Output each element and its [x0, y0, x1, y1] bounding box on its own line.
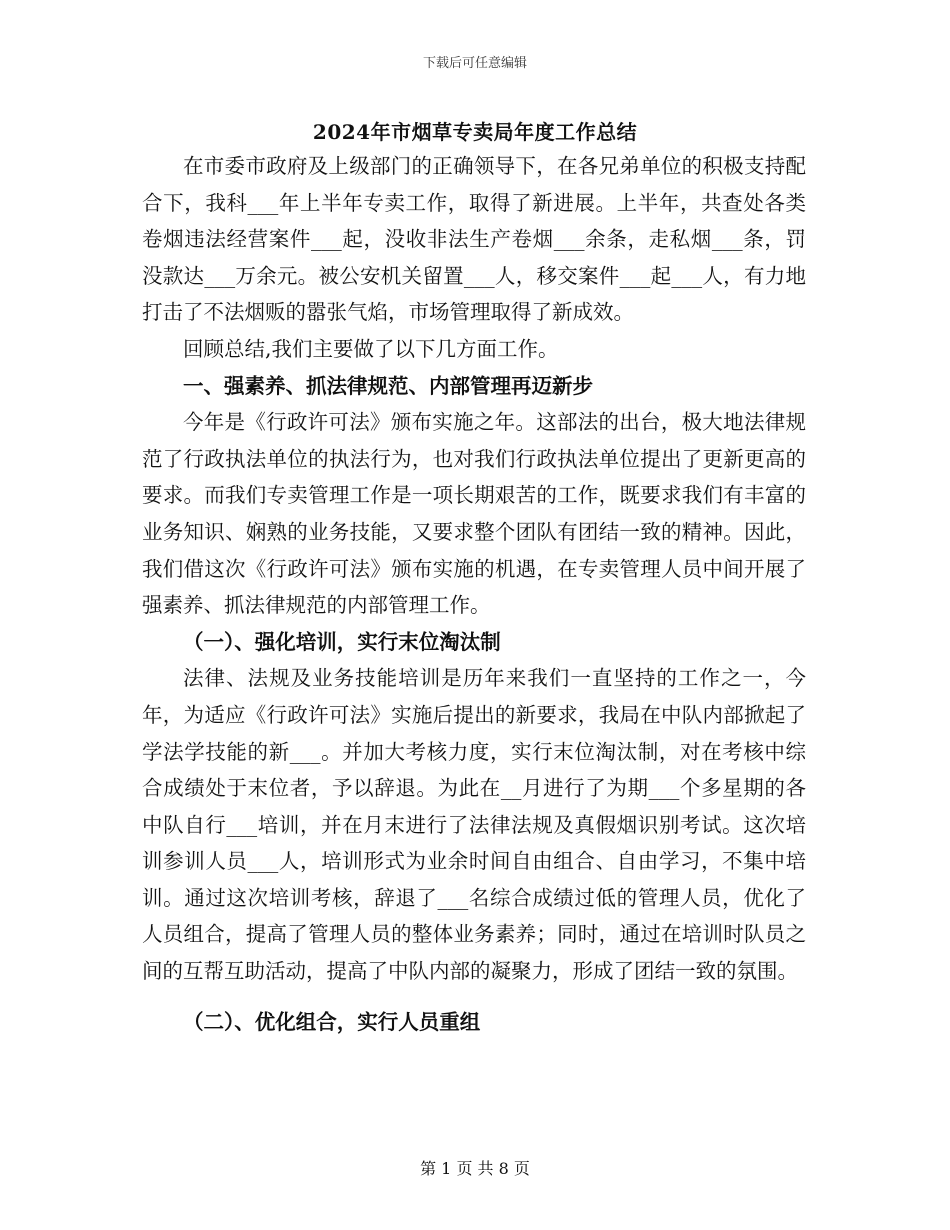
paragraph-section-1: 今年是《行政许可法》颁布实施之年。这部法的出台，极大地法律规范了行政执法单位的执法行为，也对我们行政执法单位提出了更新更高的要求。而我们专卖管理工作是一项长期艰苦的工作，既要求我们有丰富的业务知识、娴熟的业务技能，又要求整个团队有团结一致的精神。因此，我们借这次《行政许可法》颁布实施的机遇，在专卖管理人员中间开展了强素养、抓法律规范的内部管理工作。	[142, 410, 806, 618]
paragraph-intro: 在市委市政府及上级部门的正确领导下，在各兄弟单位的积极支持配合下，我科___年上半年专卖工作，取得了新进展。上半年，共查处各类卷烟违法经营案件___起，没收非法生产卷烟___余条，走私烟___条，罚没款达___万余元。被公安机关留置___人，移交案件___起___人，有力地打击了不法烟贩的嚣张气焰，市场管理取得了新成效。	[142, 154, 806, 325]
subsection-heading-1: （一）、强化培训，实行末位淘汰制	[183, 629, 501, 654]
paragraph-review: 回顾总结,我们主要做了以下几方面工作。	[183, 336, 559, 361]
paragraph-subsection-1: 法律、法规及业务技能培训是历年来我们一直坚持的工作之一，今年，为适应《行政许可法》实施后提出的新要求，我局在中队内部掀起了学法学技能的新___。并加大考核力度，实行末位淘汰制，对在考核中综合成绩处于末位者，予以辞退。为此在__月进行了为期___个多星期的各中队自行___培训，并在月末进行了法律法规及真假烟识别考试。这次培训参训人员___人，培训形式为业余时间自由组合、自由学习，不集中培训。通过这次培训考核，辞退了___名综合成绩过低的管理人员，优化了人员组合，提高了管理人员的整体业务素养；同时，通过在培训时队员之间的互帮互助活动，提高了中队内部的凝聚力，形成了团结一致的氛围。	[142, 666, 806, 984]
page-header-note: 下载后可任意编辑	[422, 56, 527, 71]
document-body	[142, 148, 806, 1040]
document-title: 2024年市烟草专卖局年度工作总结	[312, 120, 638, 144]
subsection-heading-2: （二）、优化组合，实行人员重组	[183, 1009, 481, 1034]
section-heading-1: 一、强素养、抓法律规范、内部管理再迈新步	[183, 373, 593, 398]
page-footer: 第 1 页 共 8 页	[420, 1159, 530, 1178]
